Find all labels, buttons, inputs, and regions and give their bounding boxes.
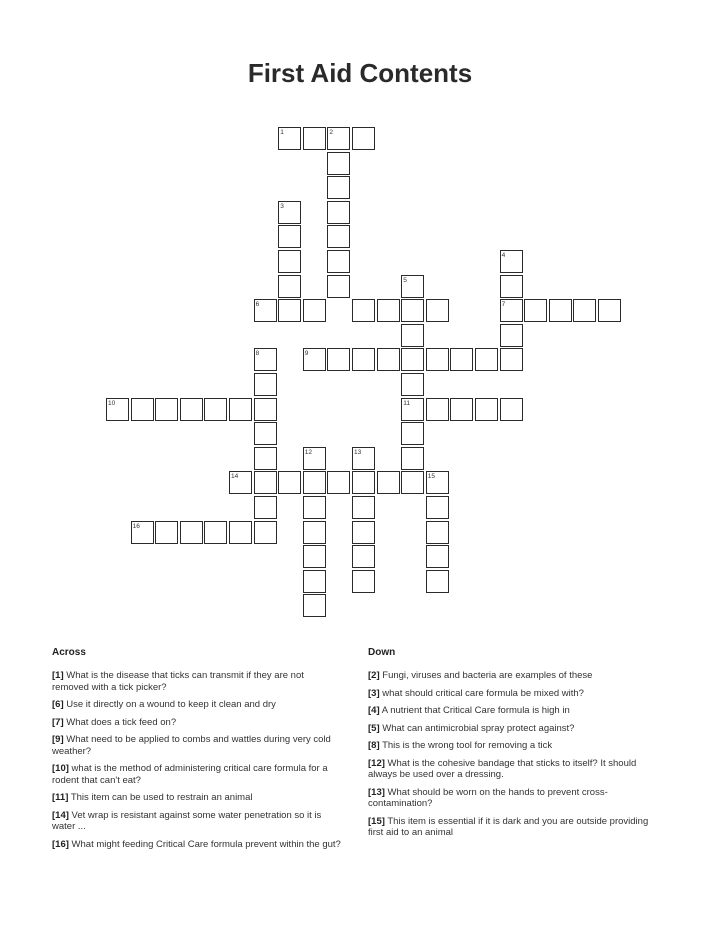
grid-cell[interactable] <box>254 422 277 445</box>
down-clue <box>368 787 658 810</box>
clue-number-label: [15] <box>368 815 385 827</box>
grid-cell[interactable] <box>352 471 375 494</box>
grid-cell[interactable] <box>401 299 424 322</box>
clue-number: 7 <box>501 301 506 309</box>
puzzle-title: First Aid Contents <box>247 58 473 88</box>
clue-number: 2 <box>329 129 334 136</box>
grid-cell[interactable] <box>401 471 424 494</box>
grid-cell[interactable] <box>500 275 523 298</box>
clue-number: 4 <box>501 252 506 259</box>
grid-cell[interactable] <box>401 422 424 445</box>
clue-text: What does a tick feed on? <box>66 716 177 728</box>
grid-cell[interactable] <box>303 496 326 519</box>
grid-cell[interactable] <box>303 127 326 150</box>
clue-number-label: [6] <box>52 699 64 710</box>
clue-number-label: [16] <box>52 838 69 850</box>
clue-number-label: [12] <box>368 757 385 769</box>
grid-cell[interactable] <box>303 471 326 494</box>
clue-number: 14 <box>231 473 239 481</box>
grid-cell[interactable] <box>327 201 350 224</box>
clue-text: A nutrient that Critical Care formula is high in <box>381 705 570 716</box>
grid-cell[interactable] <box>254 373 277 396</box>
clue-number: 5 <box>403 276 407 284</box>
clue-number-label: [3] <box>368 687 380 699</box>
down-clue <box>368 740 658 752</box>
clue-text: What need to be applied to combs and wattles during very cold weather? <box>52 734 331 757</box>
clue-number-label: [8] <box>368 740 380 751</box>
grid-cell[interactable] <box>573 299 596 322</box>
clue-text: This item is essential if it is dark and you are outside providing first aid to an animal <box>368 815 649 838</box>
clue-text: Vet wrap is resistant against some water penetration so it is water ... <box>52 809 322 832</box>
grid-cell[interactable] <box>426 496 449 519</box>
clue-number-label: [9] <box>52 734 64 745</box>
grid-cell[interactable] <box>303 521 326 544</box>
clue-text: What can antimicrobial spray protect against? <box>382 722 575 734</box>
clue-number-label: [11] <box>52 792 69 803</box>
clue-number-label: [5] <box>368 722 380 734</box>
grid-cell[interactable] <box>500 348 523 371</box>
across-clue <box>52 699 342 711</box>
grid-cell[interactable] <box>401 373 424 396</box>
grid-cell[interactable] <box>155 398 178 421</box>
grid-cell[interactable] <box>204 398 227 421</box>
clue-number: 3 <box>280 202 284 210</box>
grid-cell[interactable] <box>500 324 523 347</box>
grid-cell[interactable] <box>426 348 449 371</box>
down-clue <box>368 705 658 717</box>
clue-number: 13 <box>354 448 362 456</box>
grid-cell[interactable] <box>377 348 400 371</box>
grid-cell[interactable] <box>327 348 350 371</box>
down-clue <box>368 816 658 839</box>
grid-cell[interactable] <box>180 521 203 544</box>
grid-cell[interactable] <box>426 570 449 593</box>
across-clue <box>52 792 342 804</box>
clue-number-label: [4] <box>368 705 380 716</box>
grid-cell[interactable] <box>352 496 375 519</box>
grid-cell[interactable] <box>401 447 424 470</box>
down-clue <box>368 670 658 682</box>
across-clue <box>52 839 342 851</box>
clue-number: 10 <box>108 399 116 407</box>
across-clues <box>52 647 352 856</box>
clue-text: This is the wrong tool for removing a tick <box>382 740 553 751</box>
down-clue <box>368 758 658 781</box>
grid-cell[interactable] <box>278 275 301 298</box>
grid-cell[interactable] <box>401 348 424 371</box>
grid-cell[interactable] <box>426 299 449 322</box>
down-clues <box>368 647 668 845</box>
grid-cell[interactable] <box>327 152 350 175</box>
grid-cell[interactable] <box>254 447 277 470</box>
grid-cell[interactable] <box>204 521 227 544</box>
grid-cell[interactable] <box>450 348 473 371</box>
clue-number-label: [10] <box>52 763 69 774</box>
clue-number: 16 <box>132 522 140 530</box>
grid-cell[interactable] <box>278 471 301 494</box>
grid-cell[interactable] <box>254 471 277 494</box>
clue-text: What is the disease that ticks can transmit if they are not removed with a tick picker? <box>52 670 304 693</box>
down-heading: Down <box>368 647 396 658</box>
across-clue <box>52 717 342 729</box>
grid-cell[interactable] <box>278 225 301 248</box>
grid-cell[interactable] <box>475 398 498 421</box>
grid-cell[interactable] <box>131 398 154 421</box>
grid-cell[interactable] <box>229 398 252 421</box>
down-clue <box>368 723 658 735</box>
down-clue <box>368 688 658 700</box>
grid-cell[interactable] <box>377 299 400 322</box>
grid-cell[interactable] <box>254 398 277 421</box>
grid-cell[interactable] <box>180 398 203 421</box>
grid-cell[interactable] <box>352 521 375 544</box>
grid-cell[interactable] <box>278 299 301 322</box>
grid-cell[interactable] <box>426 398 449 421</box>
grid-cell[interactable] <box>303 570 326 593</box>
grid-cell[interactable] <box>229 521 252 544</box>
grid-cell[interactable] <box>549 299 572 322</box>
grid-cell[interactable] <box>598 299 621 322</box>
grid-cell[interactable] <box>352 570 375 593</box>
grid-cell[interactable] <box>327 275 350 298</box>
grid-cell[interactable] <box>303 299 326 322</box>
grid-cell[interactable] <box>475 348 498 371</box>
clue-number: 9 <box>304 350 309 358</box>
grid-cell[interactable] <box>426 521 449 544</box>
grid-cell[interactable] <box>278 250 301 273</box>
across-clue <box>52 810 342 833</box>
across-clue <box>52 670 342 693</box>
grid-cell[interactable] <box>377 471 400 494</box>
clue-text: Fungi, viruses and bacteria are examples of these <box>382 670 593 681</box>
clue-text: What is the cohesive bandage that sticks to itself? It should always be used over a dressing. <box>368 757 637 780</box>
clue-number: 15 <box>427 473 436 481</box>
grid-cell[interactable] <box>254 521 277 544</box>
clue-number: 6 <box>255 301 260 309</box>
grid-cell[interactable] <box>254 496 277 519</box>
grid-cell[interactable] <box>303 545 326 568</box>
clue-number-label: [14] <box>52 809 69 821</box>
grid-cell[interactable] <box>401 324 424 347</box>
grid-cell[interactable] <box>155 521 178 544</box>
grid-cell[interactable] <box>327 250 350 273</box>
across-clue <box>52 734 342 757</box>
clue-text: What should be worn on the hands to prevent cross-contamination? <box>368 786 608 809</box>
clue-number: 8 <box>255 350 260 358</box>
grid-cell[interactable] <box>352 299 375 322</box>
grid-cell[interactable] <box>426 545 449 568</box>
grid-cell[interactable] <box>524 299 547 322</box>
clue-text: This item can be used to restrain an animal <box>70 792 253 803</box>
across-clue <box>52 763 342 786</box>
grid-cell[interactable] <box>450 398 473 421</box>
clue-number-label: [7] <box>52 716 64 728</box>
clue-number: 11 <box>403 399 410 407</box>
clue-text: Use it directly on a wound to keep it clean and dry <box>66 699 276 710</box>
clue-text: what is the method of administering critical care formula for a rodent that can't eat? <box>52 763 328 786</box>
grid-cell[interactable] <box>327 471 350 494</box>
grid-cell[interactable] <box>352 545 375 568</box>
across-heading: Across <box>52 647 86 658</box>
clue-text: What might feeding Critical Care formula prevent within the gut? <box>71 838 341 850</box>
grid-cell[interactable] <box>327 176 350 199</box>
clue-number-label: [13] <box>368 786 385 798</box>
clue-number: 1 <box>280 129 284 136</box>
clue-number-label: [2] <box>368 670 380 681</box>
clue-number: 12 <box>304 448 313 456</box>
clue-number-label: [1] <box>52 670 64 681</box>
grid-cell[interactable] <box>327 225 350 248</box>
grid-cell[interactable] <box>352 127 375 150</box>
grid-cell[interactable] <box>352 348 375 371</box>
grid-cell[interactable] <box>303 594 326 617</box>
grid-cell[interactable] <box>500 398 523 421</box>
clue-text: what should critical care formula be mixed with? <box>382 687 584 699</box>
